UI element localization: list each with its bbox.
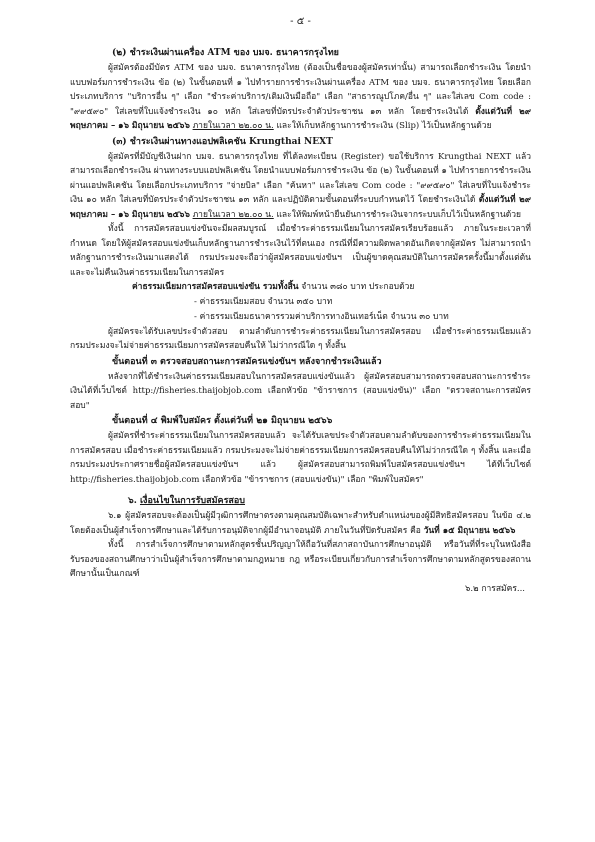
section6-number: ๖. xyxy=(128,496,140,506)
step4-paragraph: ผู้สมัครที่ชำระค่าธรรมเนียมในการสมัครสอบแล้ว จะได้รับเลขประจำตัวสอบตามลำดับของการชำระค่าธรรมเนียมในการสมัครสอบ เมื่อชำระค่าธรรมเนียมแล้ว กรมประมงจะไม่จ่ายค่าธรรมเนียมการสมัครสอบคืนให้ไม่ว่ากรณีใด ๆ ทั้งสิ้น และเมื่อกรมประมงประกาศรายชื่อผู้สมัครสอบแข่งขันฯ แล้ว ผู้สมัครสอบสามารถพิมพ์ใบสมัครสอบแข่งขันฯ ได้ที่เว็บไซต์ http://fisheries.thaijobjob.com เลือกหัวข้อ "ข้าราชการ (สอบแข่งขัน)" เลือก "พิมพ์ใบสมัคร" xyxy=(70,431,531,485)
step4-heading: ขั้นตอนที่ ๔ พิมพ์ใบสมัคร ตั้งแต่วันที่ ๒๑ มิถุนายน ๒๕๖๖ xyxy=(112,416,333,426)
fee-summary-heading: ค่าธรรมเนียมการสมัครสอบแข่งขัน รวมทั้งสิ้น xyxy=(132,282,299,292)
step3-paragraph: หลังจากที่ได้ชำระเงินค่าธรรมเนียมสอบในการสมัครสอบแข่งขันแล้ว ผู้สมัครสอบสามารถตรวจสอบสถานะการชำระเงินได้ที่เว็บไซต์ http://fisheries.thaijobjob.com เลือกหัวข้อ "ข้าราชการ (สอบแข่งขัน)" เลือก "ตรวจสถานะการสมัครสอบ" xyxy=(70,371,531,411)
continued-marker: ๖.๒ การสมัคร... xyxy=(464,583,525,594)
app-payment-heading: (๓) ชำระเงินผ่านทางแอปพลิเคชัน Krungthai NEXT xyxy=(112,136,333,147)
page-number: - ๕ - xyxy=(290,16,311,27)
atm-payment-text: ผู้สมัครต้องมีบัตร ATM ของ บมจ. ธนาคารกรุงไทย (ต้องเป็นชื่อของผู้สมัครเท่านั้น) สามารถเลือกชำระเงิน โดยนำแบบฟอร์มการชำระเงิน ข้อ (๒) ในขั้นตอนที่ ๑ ไปทำรายการชำระเงินผ่านเครื่อง ATM ของ บมจ. ธนาคารกรุงไทย โดยเลือกประเภทบริการ "บริการอื่น ๆ" เลือก "ชำระค่าบริการ/เติมเงินมือถือ" เลือก "สาธารณูปโภค/อื่น ๆ" และใส่เลข Com code : "๙๙๕๙๐" ใส่เลขที่ใบแจ้งชำระเงิน ๑๐ หลัก ใส่เลขที่บัตรประจำตัวประชาชน ๑๓ หลัก โดยชำระเงินได้ xyxy=(70,63,531,117)
app-payment-text: ผู้สมัครที่มีบัญชีเงินฝาก บมจ. ธนาคารกรุงไทย ที่ได้ลงทะเบียน (Register) ขอใช้บริการ Krungthai NEXT แล้ว สามารถเลือกชำระเงิน ผ่านทางระบบแอปพลิเคชัน โดยนำแบบฟอร์มการชำระเงิน ข้อ (๒) ในขั้นตอนที่ ๑ ไปทำรายการชำระเงินผ่านแอปพลิเคชัน โดยเลือกประเภทบริการ "จ่ายบิล" เลือก "ค้นหา" และใส่เลข Com code : "๙๙๕๙๐" ใส่เลขที่ใบแจ้งชำระเงิน ๑๐ หลัก ใส่เลขที่บัตรประจำตัวประชาชน ๑๓ หลัก และปฏิบัติตามขั้นตอนที่ระบบกำหนดไว้ โดยชำระเงินได้ xyxy=(70,151,531,205)
atm-payment-paragraph xyxy=(70,61,531,134)
app-payment-paragraph xyxy=(70,150,531,223)
fee-item-bank: - ค่าธรรมเนียมธนาคารรวมค่าบริการทางอินเทอร์เน็ต จำนวน ๓๐ บาท xyxy=(194,311,449,322)
atm-payment-time: ภายในเวลา ๒๒.๐๐ น. xyxy=(192,121,274,131)
app-payment-date: ตั้งแต่วันที่ ๒๙ พฤษภาคม – ๑๖ มิถุนายน ๒๕๖๖ xyxy=(70,195,531,220)
app-payment-time: ภายในเวลา ๒๒.๐๐ น. xyxy=(192,209,274,220)
fee-summary xyxy=(70,280,531,295)
payment-validity-paragraph: ทั้งนี้ การสมัครสอบแข่งขันจะมีผลสมบูรณ์ เมื่อชำระค่าธรรมเนียมในการสมัครเรียบร้อยแล้ว ภายในระยะเวลาที่กำหนด โดยให้ผู้สมัครสอบแข่งขันเก็บหลักฐานการชำระเงินไว้ที่ตนเอง กรณีที่มีความผิดพลาดอันเกิดจากผู้สมัคร ไม่สามารถนำหลักฐานการชำระเงินมาแสดงได้ กรมประมงจะถือว่าผู้สมัครสอบแข่งขันฯ เป็นผู้ขาดคุณสมบัติในการสมัครครั้งนี้มาตั้งแต่ต้น และจะไม่คืนเงินค่าธรรมเนียมในการสมัคร xyxy=(70,224,531,278)
fee-summary-amount: จำนวน ๓๘๐ บาท ประกอบด้วย xyxy=(298,282,415,292)
step3-heading: ขั้นตอนที่ ๓ ตรวจสอบสถานะการสมัครแข่งขันฯ หลังจากชำระเงินแล้ว xyxy=(112,356,382,367)
section6-1-text: ๖.๑ ผู้สมัครสอบจะต้องเป็นผู้มีวุฒิการศึกษาตรงตามคุณสมบัติเฉพาะสำหรับตำแหน่งของผู้มีสิทธิสมัครสอบ ในข้อ ๔.๒ โดยต้องเป็นผู้สำเร็จการศึกษาและได้รับการอนุมัติจากผู้มีอำนาจอนุมัติ ภายในวันที่ปิดรับสมัคร คือ xyxy=(70,511,531,536)
app-payment-end: และให้พิมพ์หน้ายืนยันการชำระเงินจากระบบเก็บไว้เป็นหลักฐานด้วย xyxy=(273,209,521,220)
section6-title: เงื่อนไขในการรับสมัครสอบ xyxy=(139,496,246,506)
section6-1-paragraph xyxy=(70,509,531,538)
section6-heading xyxy=(70,493,531,509)
atm-payment-heading: (๒) ชำระเงินผ่านเครื่อง ATM ของ บมจ. ธนาคารกรุงไทย xyxy=(112,48,339,58)
section6-note-paragraph: ทั้งนี้ การสำเร็จการศึกษาตามหลักสูตรชั้นปริญญาให้ถือวันที่สภาสถาบันการศึกษาอนุมัติ หรือวันที่ที่ระบุในหนังสือรับรองของสถานศึกษาว่าเป็นผู้สำเร็จการศึกษาตามกฎหมาย กฎ หรือระเบียบเกี่ยวกับการสำเร็จการศึกษาตามหลักสูตรของสถานศึกษานั้นเป็นเกณฑ์ xyxy=(70,540,531,579)
exam-number-paragraph: ผู้สมัครจะได้รับเลขประจำตัวสอบ ตามลำดับการชำระค่าธรรมเนียมในการสมัครสอบ เมื่อชำระค่าธรรมเนียมแล้ว กรมประมงจะไม่จ่ายค่าธรรมเนียมการสมัครสอบคืนให้ ไม่ว่ากรณีใด ๆ ทั้งสิ้น xyxy=(70,326,531,351)
atm-payment-date: ตั้งแต่วันที่ ๒๙ พฤษภาคม – ๑๖ มิถุนายน ๒๕๖๖ xyxy=(70,106,531,131)
section6-1-date: วันที่ ๑๕ มิถุนายน ๒๕๖๖ xyxy=(423,525,516,536)
fee-item-exam: - ค่าธรรมเนียมสอบ จำนวน ๓๕๐ บาท xyxy=(194,296,333,307)
atm-payment-end: และให้เก็บหลักฐานการชำระเงิน (Slip) ไว้เป็นหลักฐานด้วย xyxy=(273,121,492,131)
